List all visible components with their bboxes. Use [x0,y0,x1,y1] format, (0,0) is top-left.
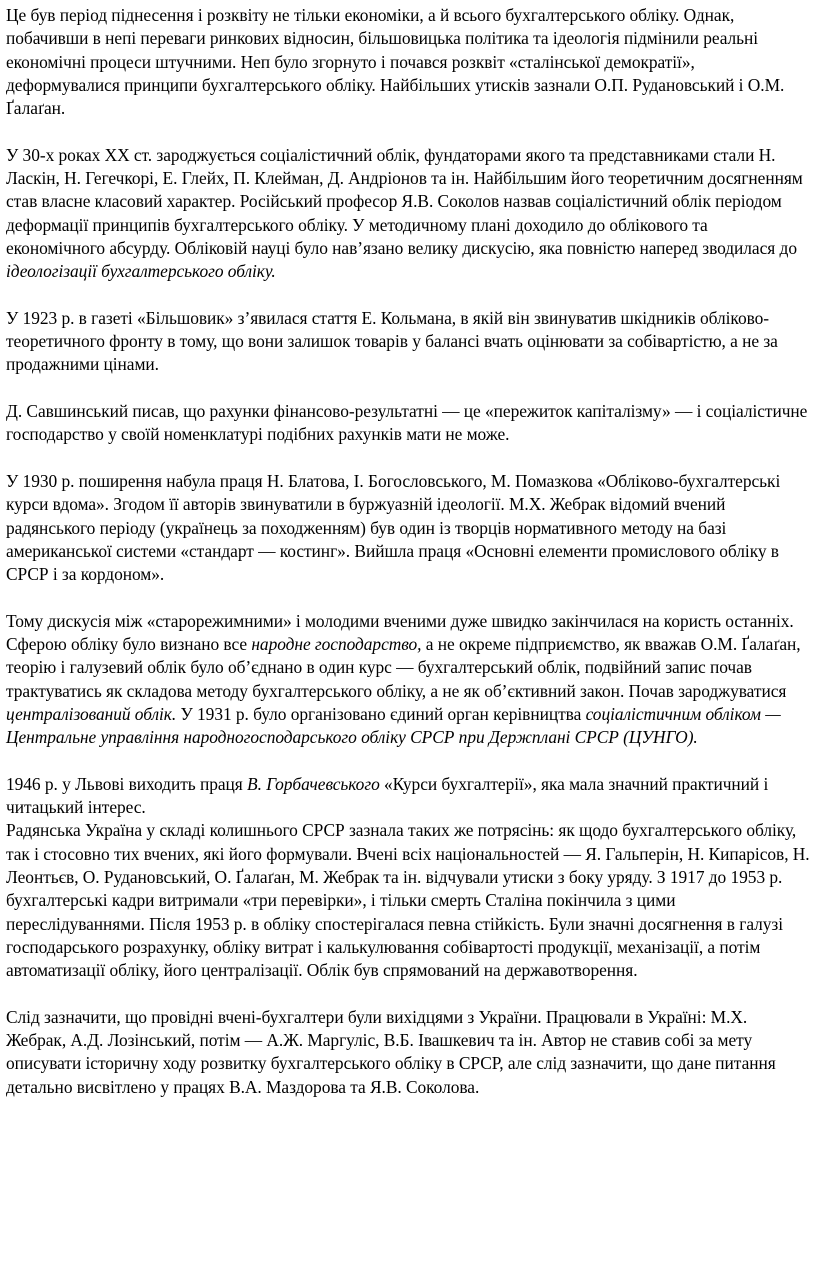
paragraph-text: Д. Савшинський писав, що рахунки фінансово-результатні — це «пережиток капіталізму» — і соціалістичне господарство у своїй номенклатурі подібних рахунків мати не може. [6,401,808,445]
paragraph-emphasis: В. Горбачевського [247,773,380,794]
paragraph-text: Радянська Україна у складі колишнього СРСР зазнала таких же потрясінь: як щодо бухгалтерського обліку, так і стосовно тих вчених, які його формували. Вчені всіх національностей — Я. Гальперін, Н. Кипарісов, Н. Леонтьєв, О. Рудановський, О. Ґалаґан, М. Жебрак та ін. відчували утиски з боку уряду. З 1917 до 1953 р. бухгалтерські кадри витримали «три перевірки», і тільки смерть Сталіна покінчила з цими переслідуваннями. Після 1953 р. в обліку спостерігалася певна стійкість. Були значні досягнення в галузі господарського розрахунку, обліку витрат і калькулювання собівартості продукції, механізації, а потім автоматизації обліку, його централізації. Облік був спрямований на державотворення. [6,820,810,981]
paragraph-discussion-outcome [6,610,810,750]
paragraph-1946-lviv [6,773,810,820]
paragraph-emphasis: централізований облік. [6,703,177,724]
paragraph-text: У 30-х роках XX ст. зароджується соціалістичний облік, фундаторами якого та представниками стали Н. Ласкін, Н. Гегечкорі, Е. Глейх, П. Клейман, Д. Андріонов та ін. Найбільшим його теоретичним досягненням став власне класовий характер. Російський професор Я.В. Соколов назвав соціалістичний облік періодом деформації принципів бухгалтерського обліку. У методичному плані доходило до облікового та економічного абсурду. Обліковій науці було нав’язано велику дискусію, яка повністю наперед зводилася до [6,144,803,258]
paragraph-socialist-accounting [6,144,810,284]
paragraph-text: «Курси бухгалтерії», яка мала значний практичний і читацький інтерес. [6,773,769,818]
paragraph-emphasis: народне господарство, [251,634,422,655]
paragraph-ukrainian-scholars [6,1006,810,1099]
paragraph-text: Це був період піднесення і розквіту не тільки економіки, а й всього бухгалтерського обліку. Однак, побачивши в непі переваги ринкових відносин, більшовицька політика та ідеологія підмінили реальні економічні процеси штучними. Неп було згорнуто і почався розквіт «сталінської демократії», деформувалися принципи бухгалтерського обліку. Найбільших утисків зазнали О.П. Рудановський і О.М. Ґалаґан. [6,5,785,119]
paragraph-economy-rise [6,4,810,120]
paragraph-1930-courses [6,470,810,586]
paragraph-text: Тому дискусія між «старорежимними» і молодими вченими дуже швидко закінчилася на користь останніх. Сферою обліку було визнано все [6,610,794,655]
paragraph-emphasis: соціалістичним обліком — Центральне управління народногосподарського обліку СРСР при Держплані СРСР (ЦУНГО). [6,703,781,748]
paragraph-soviet-ukraine [6,819,810,982]
paragraph-text: а не окреме підприємство, як вважав О.М. Ґалаґан, теорію і галузевий облік було об’єднано в один курс — бухгалтерський облік, подвійний запис почав трактуватись як складова методу бухгалтерського обліку, а не як об’єктивний закон. Почав зароджуватися [6,634,801,701]
paragraph-text: Слід зазначити, що провідні вчені-бухгалтери були вихідцями з України. Працювали в Україні: М.Х. Жебрак, А.Д. Лозінський, потім — А.Ж. Маргуліс, В.Б. Івашкевич та ін. Автор не ставив собі за мету описувати історичну ходу розвитку бухгалтерського обліку в СРСР, але слід зазначити, що дане питання детально висвітлено у працях В.А. Маздорова та Я.В. Соколова. [6,1006,776,1097]
paragraph-text: 1946 р. у Львові виходить праця [6,773,248,794]
paragraph-text: У 1931 р. було організовано єдиний орган керівництва [176,703,586,724]
paragraph-text: У 1923 р. в газеті «Більшовик» з’явилася стаття Е. Кольмана, в якій він звинуватив шкідників обліково-теоретичного фронту в тому, що вони залишок товарів у балансі вчать оцінювати за собівартістю, а не за продажними цінами. [6,307,778,375]
paragraph-kolman-article [6,307,810,377]
paragraph-emphasis: ідеологізації бухгалтерського обліку. [6,261,276,282]
paragraph-text: У 1930 р. поширення набула праця Н. Блатова, І. Богословського, М. Помазкова «Обліково-бухгалтерські курси вдома». Згодом її авторів звинуватили в буржуазній ідеології. М.Х. Жебрак відомий вчений радянського періоду (українець за походженням) був один із творців нормативного методу на базі американської системи «стандарт — костинг». Вийшла праця «Основні елементи промислового обліку в СРСР і за кордоном». [6,470,781,585]
paragraph-savshinsky [6,400,810,447]
